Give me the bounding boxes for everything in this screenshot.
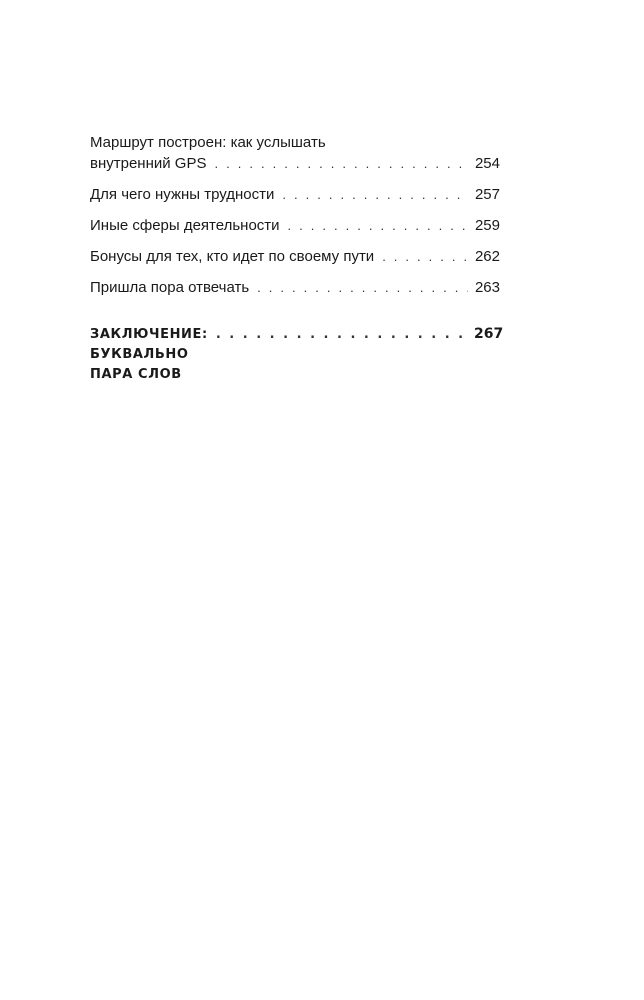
toc-entry-page: 259 <box>474 217 500 234</box>
toc-entry-page: 262 <box>474 248 500 265</box>
toc-entry-page: 254 <box>474 155 500 172</box>
toc-entry-line2 <box>90 153 500 174</box>
table-of-contents <box>90 132 504 385</box>
toc-entry <box>90 277 500 298</box>
toc-entry-page: 263 <box>474 279 500 296</box>
toc-entry-title-line2: внутренний GPS <box>90 155 207 172</box>
toc-entry <box>90 215 500 236</box>
toc-entry <box>90 132 500 174</box>
dot-leader <box>382 246 468 267</box>
toc-entry-title-line1: Маршрут построен: как услышать <box>90 134 326 151</box>
toc-section-heading <box>90 324 504 385</box>
dot-leader <box>288 215 468 236</box>
toc-entry-title: Пришла пора отвечать <box>90 279 250 296</box>
dot-leader <box>214 153 468 174</box>
toc-entry-page: 257 <box>474 186 500 203</box>
dot-leader <box>257 277 468 298</box>
toc-entry <box>90 246 500 267</box>
toc-entry <box>90 184 500 205</box>
toc-entry-title: Бонусы для тех, кто идет по своему пути <box>90 248 375 265</box>
toc-section-title: ЗАКЛЮЧЕНИЕ: БУКВАЛЬНО ПАРА СЛОВ <box>90 327 208 382</box>
dot-leader <box>216 325 468 345</box>
toc-entry-title: Иные сферы деятельности <box>90 217 280 234</box>
toc-entry-title: Для чего нужны трудности <box>90 186 275 203</box>
toc-section-page: 267 <box>474 326 504 342</box>
dot-leader <box>282 184 468 205</box>
